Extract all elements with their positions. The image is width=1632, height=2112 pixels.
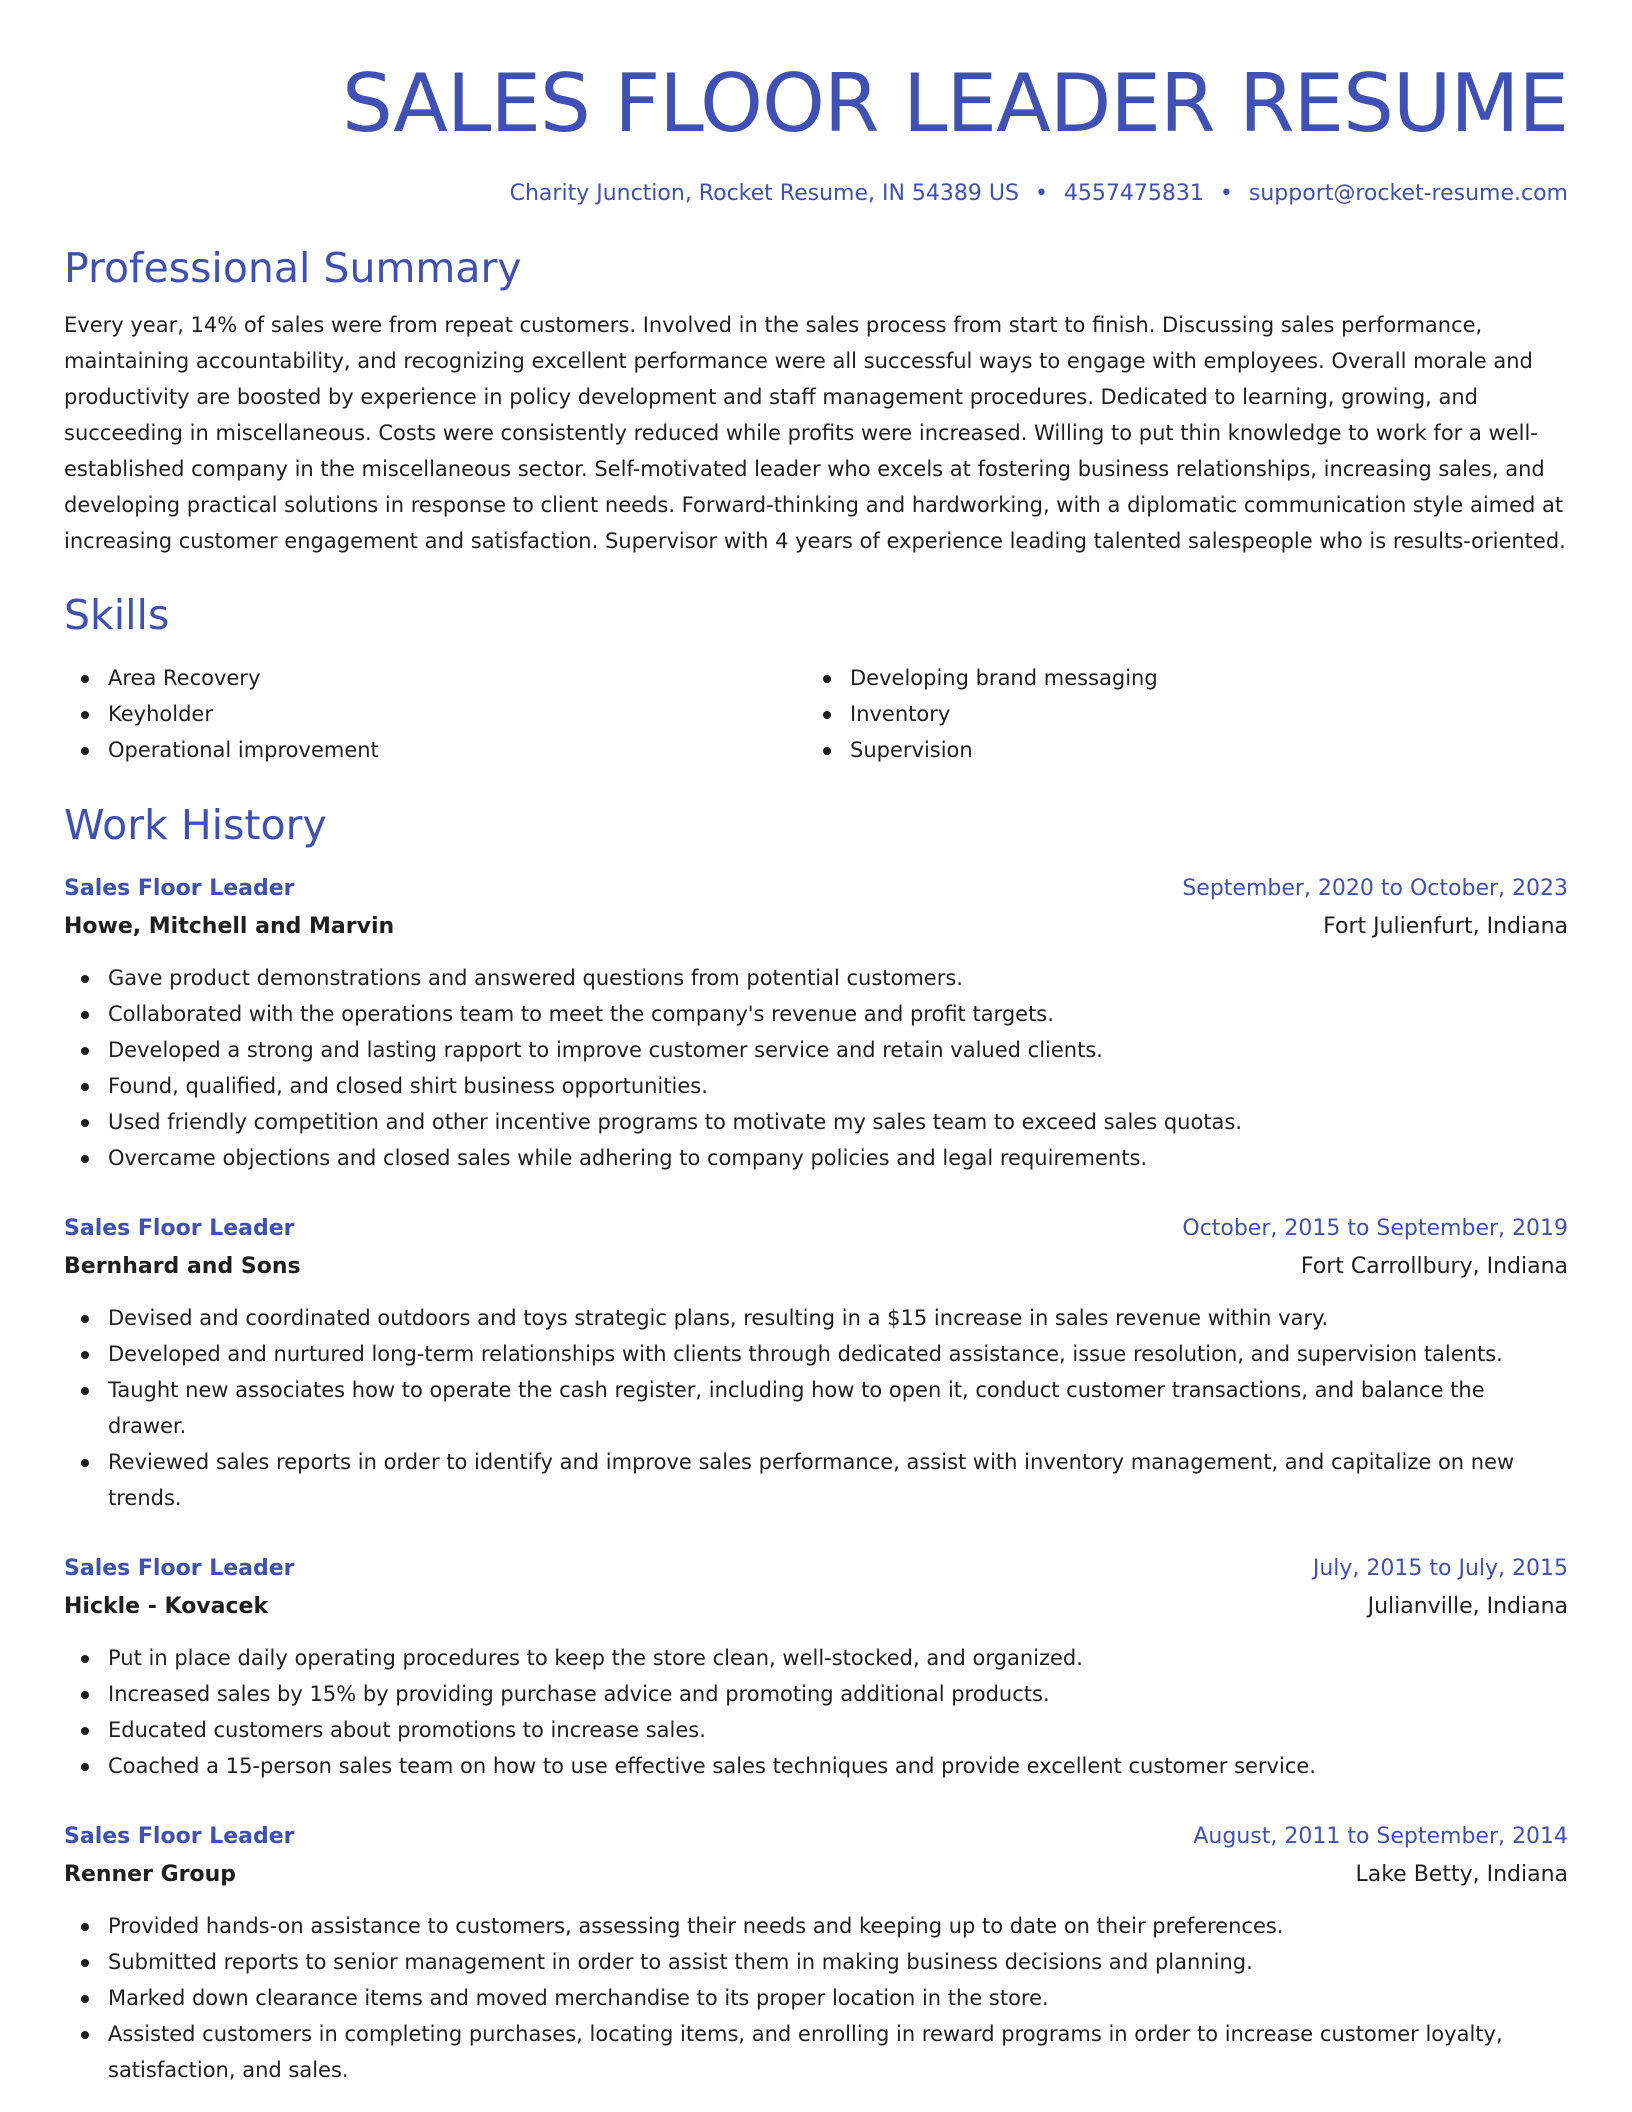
duty-item	[64, 2016, 1568, 2088]
duty-item	[64, 1640, 1568, 1676]
bullet-icon	[81, 711, 89, 719]
bullet-icon	[81, 747, 89, 755]
summary-heading: Professional Summary	[64, 244, 522, 292]
bullet-icon	[81, 1923, 89, 1931]
duty-item	[64, 1676, 1568, 1712]
job-location: Fort Carrollbury, Indiana	[1300, 1254, 1568, 1279]
skill-item	[64, 696, 806, 732]
work-history-heading: Work History	[64, 801, 327, 849]
bullet-icon	[81, 1995, 89, 2003]
duty-item-text: Developed and nurtured long-term relationships with clients through dedicated assistance, issue resolution, and supervision talents.	[108, 1342, 1503, 1366]
duty-item-text: Reviewed sales reports in order to identify and improve sales performance, assist with inventory management, and capitalize on new trends.	[108, 1450, 1515, 1510]
bullet-icon	[81, 1959, 89, 1967]
contact-separator: •	[1034, 181, 1048, 206]
duty-item	[64, 1944, 1568, 1980]
job-entry	[64, 1818, 1568, 2088]
skill-item-text: Operational improvement	[108, 738, 379, 762]
duty-item	[64, 1300, 1568, 1336]
job-company: Hickle - Kovacek	[64, 1594, 269, 1619]
contact-separator: •	[1219, 181, 1233, 206]
duty-item	[64, 1068, 1568, 1104]
skills-column-right	[806, 660, 1548, 768]
job-header-row	[64, 1550, 1568, 1588]
duty-item	[64, 1336, 1568, 1372]
bullet-icon	[81, 1387, 89, 1395]
duty-item-text: Educated customers about promotions to increase sales.	[108, 1718, 706, 1742]
job-company: Bernhard and Sons	[64, 1254, 301, 1279]
skills-column-left	[64, 660, 806, 768]
skill-item	[806, 696, 1548, 732]
job-header-row	[64, 1818, 1568, 1856]
duty-item-text: Submitted reports to senior management in order to assist them in making business decisions and planning.	[108, 1950, 1253, 1974]
duty-item-text: Increased sales by 15% by providing purchase advice and promoting additional products.	[108, 1682, 1050, 1706]
bullet-icon	[823, 711, 831, 719]
skill-item-text: Inventory	[850, 702, 951, 726]
job-dates: July, 2015 to July, 2015	[1312, 1556, 1568, 1581]
bullet-icon	[81, 2031, 89, 2039]
bullet-icon	[81, 1727, 89, 1735]
bullet-icon	[81, 1763, 89, 1771]
job-company-row	[64, 1248, 1568, 1286]
skill-item	[806, 660, 1548, 696]
skill-item	[64, 732, 806, 768]
contact-email[interactable]: support@rocket-resume.com	[1248, 181, 1568, 206]
duty-item-text: Marked down clearance items and moved merchandise to its proper location in the store.	[108, 1986, 1049, 2010]
duty-item-text: Used friendly competition and other incentive programs to motivate my sales team to exceed sales quotas.	[108, 1110, 1243, 1134]
job-company: Howe, Mitchell and Marvin	[64, 914, 395, 939]
bullet-icon	[81, 1119, 89, 1127]
job-company-row	[64, 1856, 1568, 1894]
job-dates: October, 2015 to September, 2019	[1182, 1216, 1568, 1241]
duty-item-text: Assisted customers in completing purchases, locating items, and enrolling in reward programs in order to increase customer loyalty, satisfaction, and sales.	[108, 2022, 1503, 2082]
job-header-row	[64, 1210, 1568, 1248]
contact-address: Charity Junction, Rocket Resume, IN 54389 US	[509, 181, 1019, 206]
contact-line	[64, 180, 1568, 208]
summary-text: Every year, 14% of sales were from repeat customers. Involved in the sales process from start to finish. Discussing sales performance, maintaining accountability, and recognizing excellent performance were all successful ways to engage with employees. Overall morale and productivity are boosted by experience in policy development and staff management procedures. Dedicated to learning, growing, and succeeding in miscellaneous. Costs were consistently reduced while profits were increased. Willing to put thin knowledge to work for a well-established company in the miscellaneous sector. Self-motivated leader who excels at fostering business relationships, increasing sales, and developing practical solutions in response to client needs. Forward-thinking and hardworking, with a diplomatic communication style aimed at increasing customer engagement and satisfaction. Supervisor with 4 years of experience leading talented salespeople who is results-oriented.	[64, 313, 1566, 553]
duty-item	[64, 1032, 1568, 1068]
bullet-icon	[823, 675, 831, 683]
duty-item-text: Gave product demonstrations and answered questions from potential customers.	[108, 966, 963, 990]
duty-item	[64, 1980, 1568, 2016]
bullet-icon	[81, 975, 89, 983]
duty-item	[64, 1712, 1568, 1748]
job-location: Fort Julienfurt, Indiana	[1323, 914, 1568, 939]
job-title: Sales Floor Leader	[64, 1824, 295, 1849]
job-dates: August, 2011 to September, 2014	[1193, 1824, 1568, 1849]
duty-item-text: Put in place daily operating procedures to keep the store clean, well-stocked, and organized.	[108, 1646, 1083, 1670]
job-title: Sales Floor Leader	[64, 1216, 295, 1241]
duty-item-text: Found, qualified, and closed shirt business opportunities.	[108, 1074, 708, 1098]
bullet-icon	[81, 1351, 89, 1359]
skill-item-text: Supervision	[850, 738, 973, 762]
job-duties-list	[64, 1640, 1568, 1784]
job-location: Lake Betty, Indiana	[1355, 1862, 1568, 1887]
job-dates: September, 2020 to October, 2023	[1182, 876, 1568, 901]
duty-item	[64, 996, 1568, 1032]
duty-item-text: Provided hands-on assistance to customers, assessing their needs and keeping up to date on their preferences.	[108, 1914, 1284, 1938]
bullet-icon	[81, 1011, 89, 1019]
skill-item-text: Keyholder	[108, 702, 213, 726]
bullet-icon	[81, 1155, 89, 1163]
skill-item-text: Area Recovery	[108, 666, 261, 690]
duty-item-text: Overcame objections and closed sales while adhering to company policies and legal requirements.	[108, 1146, 1148, 1170]
bullet-icon	[81, 1459, 89, 1467]
job-duties-list	[64, 960, 1568, 1176]
job-title: Sales Floor Leader	[64, 876, 295, 901]
bullet-icon	[81, 675, 89, 683]
job-company-row	[64, 1588, 1568, 1626]
duty-item	[64, 1444, 1568, 1516]
skill-item-text: Developing brand messaging	[850, 666, 1158, 690]
job-duties-list	[64, 1908, 1568, 2088]
job-company-row	[64, 908, 1568, 946]
job-entry	[64, 1210, 1568, 1516]
bullet-icon	[81, 1315, 89, 1323]
job-location: Julianville, Indiana	[1367, 1594, 1568, 1619]
resume-title: SALES FLOOR LEADER RESUME	[341, 57, 1568, 150]
skills-grid	[64, 660, 1568, 768]
duty-item	[64, 960, 1568, 996]
resume-page	[64, 0, 1568, 2088]
duty-item	[64, 1104, 1568, 1140]
job-duties-list	[64, 1300, 1568, 1516]
skill-item	[64, 660, 806, 696]
duty-item-text: Coached a 15-person sales team on how to use effective sales techniques and provide excellent customer service.	[108, 1754, 1316, 1778]
duty-item-text: Taught new associates how to operate the cash register, including how to open it, conduct customer transactions, and balance the drawer.	[108, 1378, 1485, 1438]
duty-item	[64, 1908, 1568, 1944]
work-history-list	[64, 870, 1568, 2088]
duty-item-text: Collaborated with the operations team to meet the company's revenue and profit targets.	[108, 1002, 1054, 1026]
bullet-icon	[81, 1047, 89, 1055]
duty-item	[64, 1372, 1568, 1444]
job-header-row	[64, 870, 1568, 908]
bullet-icon	[81, 1655, 89, 1663]
job-company: Renner Group	[64, 1862, 237, 1887]
duty-item	[64, 1748, 1568, 1784]
skills-heading: Skills	[64, 591, 170, 639]
job-title: Sales Floor Leader	[64, 1556, 295, 1581]
bullet-icon	[81, 1691, 89, 1699]
duty-item	[64, 1140, 1568, 1176]
contact-phone: 4557475831	[1063, 181, 1204, 206]
skill-item	[806, 732, 1548, 768]
job-entry	[64, 1550, 1568, 1784]
duty-item-text: Developed a strong and lasting rapport to improve customer service and retain valued clients.	[108, 1038, 1103, 1062]
job-entry	[64, 870, 1568, 1176]
bullet-icon	[81, 1083, 89, 1091]
duty-item-text: Devised and coordinated outdoors and toys strategic plans, resulting in a $15 increase in sales revenue within vary.	[108, 1306, 1329, 1330]
bullet-icon	[823, 747, 831, 755]
